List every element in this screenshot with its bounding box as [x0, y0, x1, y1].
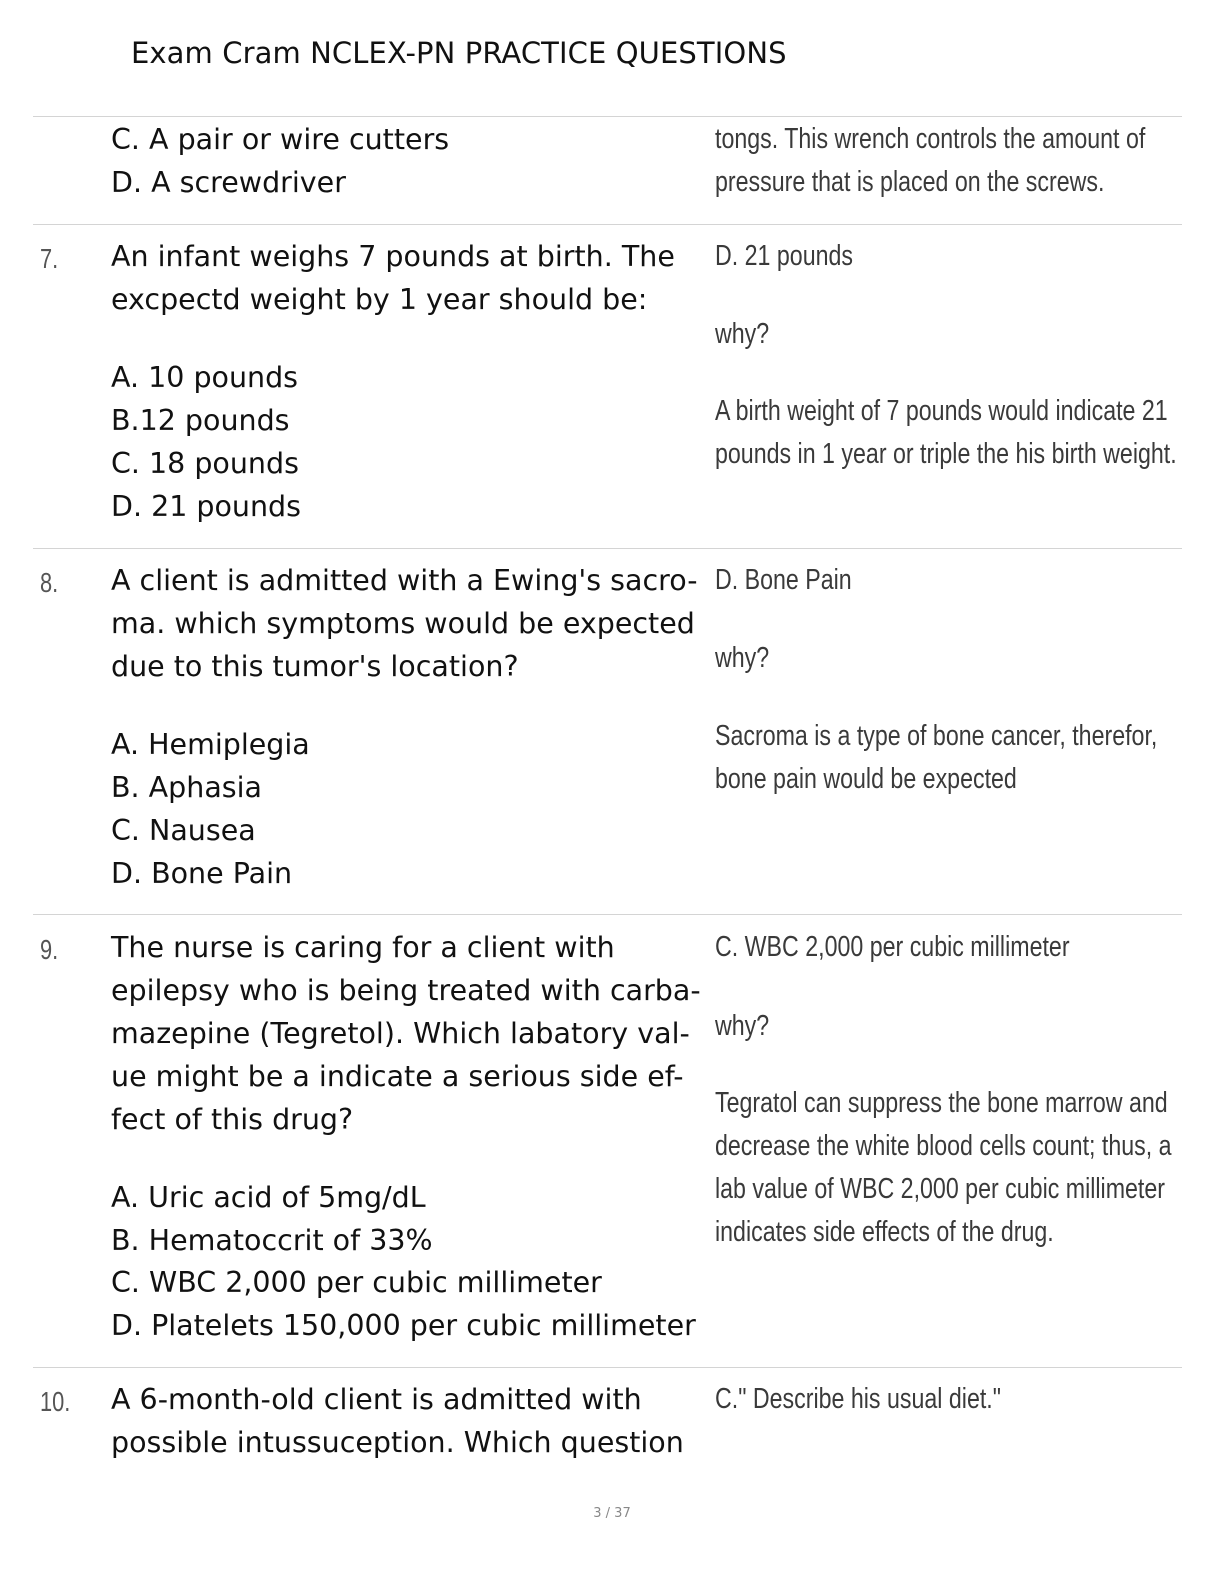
explanation-line: pounds in 1 year or triple the his birth weight. [715, 438, 1177, 470]
correct-answer: C. WBC 2,000 per cubic millimeter [715, 931, 1070, 963]
question-number: 8. [40, 567, 59, 598]
explanation-line: indicates side effects of the drug. [715, 1216, 1054, 1248]
question-stem: due to this tumor's location? [111, 650, 519, 683]
option-d: D. Platelets 150,000 per cubic millimeter [111, 1309, 696, 1342]
page-number: 3 / 37 [593, 1506, 631, 1521]
why-label: why? [715, 642, 770, 674]
explanation-line: Sacroma is a type of bone cancer, therefor, [715, 720, 1158, 752]
explanation-line: decrease the white blood cells count; thus, a [715, 1130, 1172, 1162]
option-b: B.12 pounds [111, 404, 290, 437]
option-a: A. 10 pounds [111, 361, 299, 394]
why-label: why? [715, 1010, 770, 1042]
explanation-line: lab value of WBC 2,000 per cubic millimeter [715, 1173, 1166, 1205]
question-number: 7. [40, 243, 59, 274]
question-stem: An infant weighs 7 pounds at birth. The [111, 240, 675, 273]
correct-answer: C." Describe his usual diet." [715, 1383, 1001, 1415]
option-d: D. Bone Pain [111, 857, 293, 890]
question-stem: possible intussuception. Which question [111, 1426, 684, 1459]
why-label: why? [715, 318, 770, 350]
question-stem: A 6-month-old client is admitted with [111, 1383, 642, 1416]
question-number: 10. [40, 1386, 71, 1417]
divider [33, 914, 1182, 915]
explanation-line: tongs. This wrench controls the amount of [715, 123, 1146, 155]
question-stem: excpectd weight by 1 year should be: [111, 283, 648, 316]
option-c: C. WBC 2,000 per cubic millimeter [111, 1266, 602, 1299]
correct-answer: D. 21 pounds [715, 240, 854, 272]
explanation-line: Tegratol can suppress the bone marrow and [715, 1087, 1168, 1119]
option-c: C. 18 pounds [111, 447, 299, 480]
option-d: D. 21 pounds [111, 490, 301, 523]
question-stem: ue might be a indicate a serious side ef- [111, 1060, 684, 1093]
divider [33, 116, 1182, 117]
option-c: C. A pair or wire cutters [111, 123, 450, 156]
question-stem: A client is admitted with a Ewing's sacro- [111, 564, 698, 597]
option-d: D. A screwdriver [111, 166, 346, 199]
question-stem: The nurse is caring for a client with [111, 931, 615, 964]
question-stem: epilepsy who is being treated with carba- [111, 974, 701, 1007]
page-title: Exam Cram NCLEX-PN PRACTICE QUESTIONS [131, 36, 787, 70]
question-number: 9. [40, 934, 59, 965]
explanation-line: A birth weight of 7 pounds would indicate 21 [715, 395, 1168, 427]
question-stem: fect of this drug? [111, 1103, 354, 1136]
question-stem: ma. which symptoms would be expected [111, 607, 695, 640]
explanation-line: pressure that is placed on the screws. [715, 166, 1105, 198]
option-b: B. Hematoccrit of 33% [111, 1224, 433, 1257]
question-stem: mazepine (Tegretol). Which labatory val- [111, 1017, 690, 1050]
divider [33, 1367, 1182, 1368]
option-a: A. Hemiplegia [111, 728, 310, 761]
option-a: A. Uric acid of 5mg/dL [111, 1181, 426, 1214]
correct-answer: D. Bone Pain [715, 564, 852, 596]
divider [33, 224, 1182, 225]
explanation-line: bone pain would be expected [715, 763, 1017, 795]
option-b: B. Aphasia [111, 771, 263, 804]
divider [33, 548, 1182, 549]
option-c: C. Nausea [111, 814, 256, 847]
